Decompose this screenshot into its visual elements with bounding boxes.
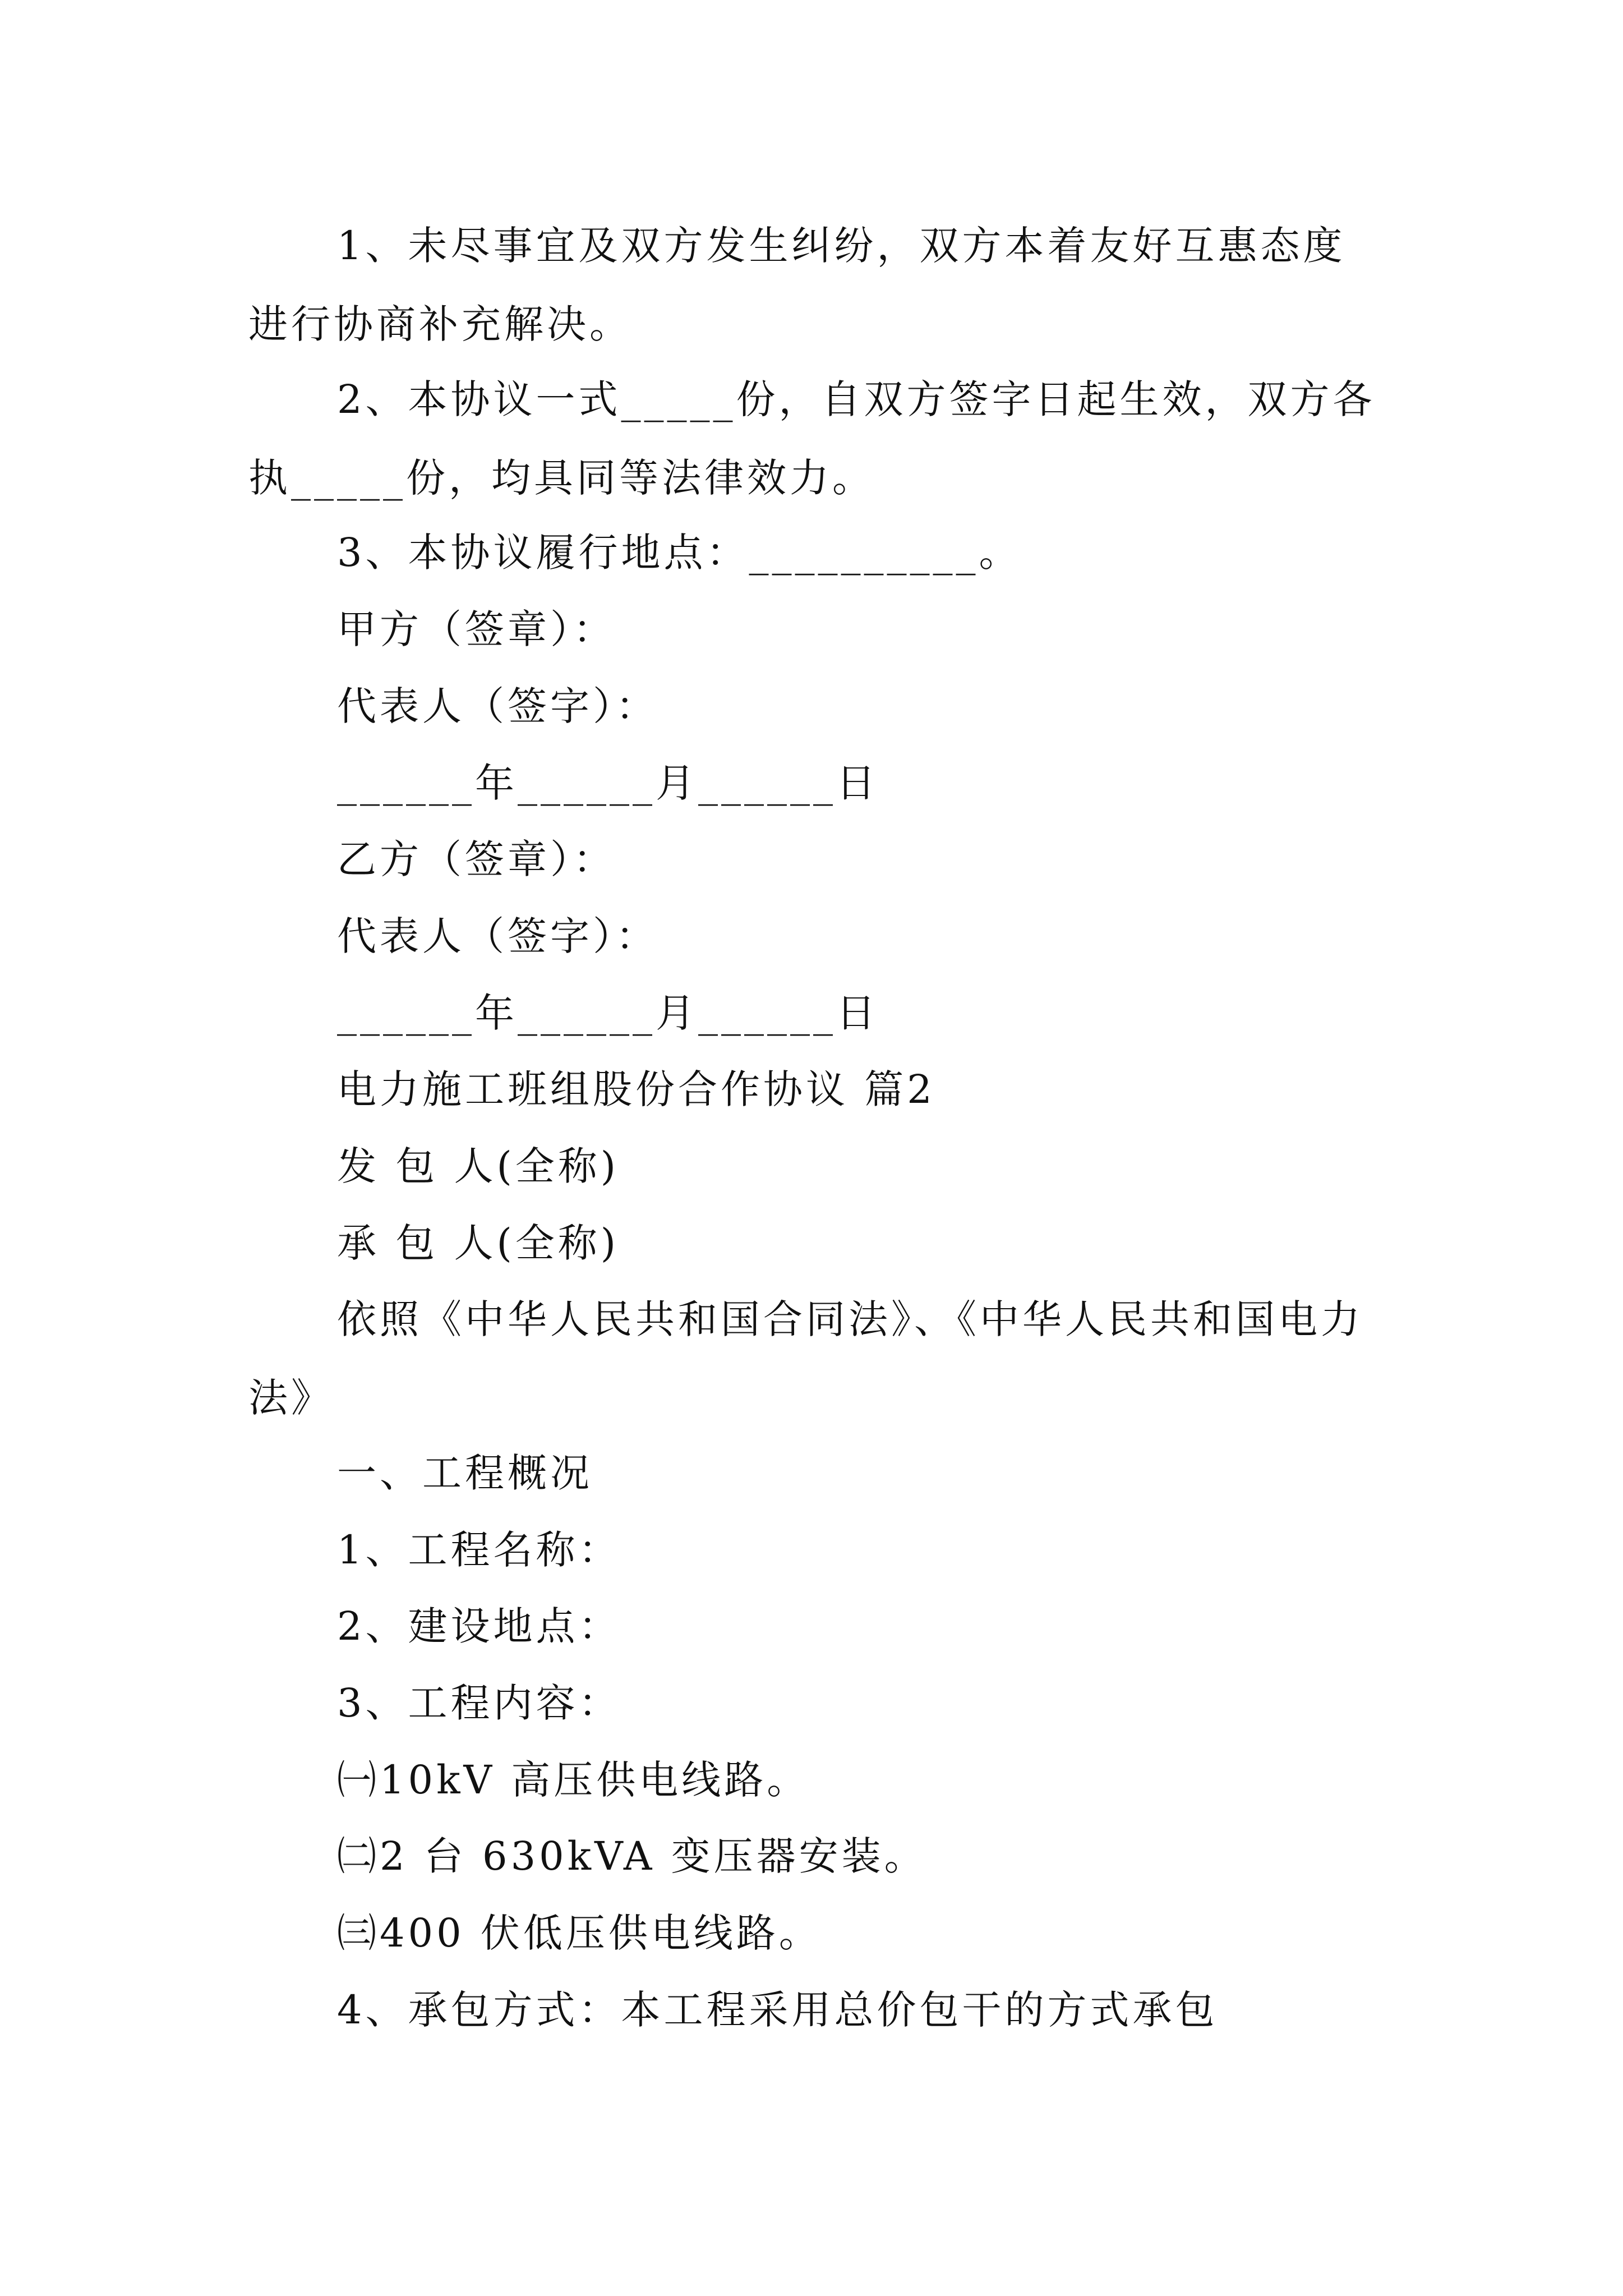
contractor-issuer: 发 包 人(全称)	[337, 1143, 620, 1189]
project-name: 1、工程名称：	[337, 1527, 621, 1573]
party-a-seal: 甲方（签章）：	[337, 606, 616, 652]
construction-site: 2、建设地点：	[337, 1603, 621, 1649]
content-item-1: ㈠10kV 高压供电线路。	[337, 1757, 810, 1803]
content-item-2: ㈡2 台 630kVA 变压器安装。	[337, 1833, 927, 1879]
clause-performance-place: 3、本协议履行地点：__________。	[337, 530, 1022, 576]
clause-dispute-resolution: 1、未尽事宜及双方发生纠纷，双方本着友好互惠态度进行协商补充解决。	[248, 223, 1346, 347]
clause-copies-effect: 2、本协议一式_____份，自双方签字日起生效，双方各执_____份，均具同等法律效力。	[248, 376, 1376, 501]
content-item-3: ㈢400 伏低压供电线路。	[337, 1910, 822, 1956]
party-b-representative: 代表人（签字）：	[337, 913, 658, 959]
party-a-date: ______年______月______日	[337, 760, 879, 806]
project-content: 3、工程内容：	[337, 1680, 621, 1726]
party-a-representative: 代表人（签字）：	[337, 683, 658, 729]
contractor-receiver: 承 包 人(全称)	[337, 1220, 620, 1266]
heading-project-overview: 一、工程概况	[337, 1450, 593, 1496]
party-b-seal: 乙方（签章）：	[337, 836, 616, 882]
contract-method: 4、承包方式：本工程采用总价包干的方式承包	[337, 1987, 1218, 2033]
section-heading-part2: 电力施工班组股份合作协议 篇2	[337, 1066, 935, 1112]
party-b-date: ______年______月______日	[337, 990, 879, 1036]
legal-basis: 依照《中华人民共和国合同法》、《中华人民共和国电力法》	[248, 1296, 1363, 1421]
